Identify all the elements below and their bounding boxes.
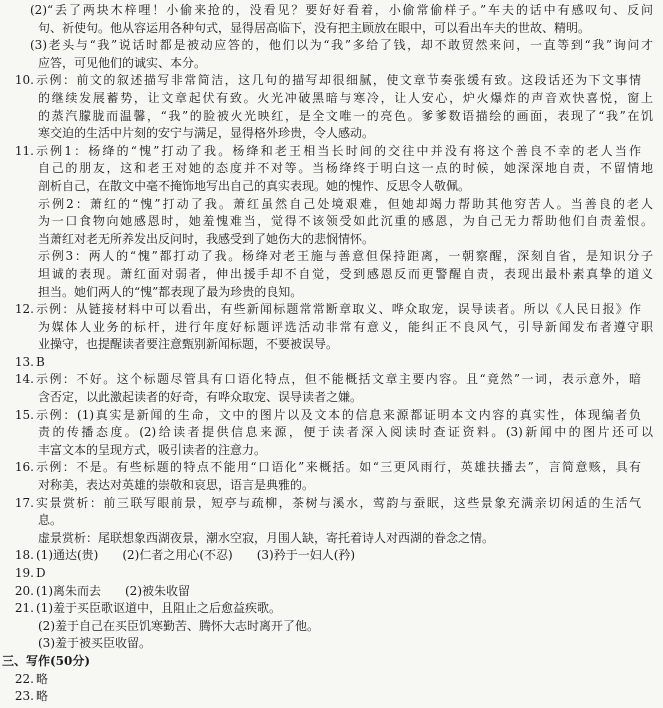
item-text: 示例1：杨绛的“愧”打动了我。杨绛和老王相当长时间的交往中并没有将这个善良不幸的老人当作 bbox=[36, 143, 641, 158]
answer-line bbox=[0, 477, 653, 495]
line-text: 剖析自己，在散文中毫不掩饰地写出自己的真实表现。她的愧怍、反思令人敬佩。 bbox=[38, 178, 471, 193]
item-text: 示例：从链接材料中可以看出，有些新闻标题常常断章取义、哗众取宠，误导读者。所以《人民日报》作 bbox=[36, 302, 641, 317]
answer-line bbox=[0, 284, 653, 302]
answer-line bbox=[0, 196, 653, 214]
item-text: 实景赏析：前三联写眼前景，短亭与疏柳，茶树与溪水，莺韵与蚕眠，这些景象充满亲切闲适的生活气 bbox=[36, 495, 641, 510]
item-text: (1)通达(贵) (2)仁者之用心(不忍) (3)矜于一妇人(矜) bbox=[36, 548, 356, 563]
item-number: 14. bbox=[14, 372, 34, 387]
line-text: 示例2：萧红的“愧”打动了我。萧红虽然自己处境艰难，但她却竭力帮助其他穷苦人。当善良的老人 bbox=[38, 196, 653, 211]
answer-line bbox=[0, 248, 653, 266]
item-number: 12. bbox=[14, 302, 34, 317]
answer-item bbox=[0, 407, 653, 425]
answer-line bbox=[0, 530, 653, 548]
line-text: 句、祈使句。他从容运用各种句式，显得居高临下，没有把主顾放在眼中，可以看出车夫的世故、精明。 bbox=[38, 20, 591, 35]
answer-line bbox=[0, 125, 653, 143]
item-number: 21. bbox=[14, 601, 34, 616]
item-number: 20. bbox=[14, 583, 34, 598]
item-number: 18. bbox=[14, 548, 34, 563]
answer-item bbox=[0, 143, 653, 161]
line-text: 对称美，表达对英雄的崇敬和哀思，语言是典雅的。 bbox=[38, 478, 315, 493]
line-text: 坦诚的表现。萧红面对弱者，伸出援手却不自觉，受到感恩反而更警醒自责，表现出最朴素真挚的道义 bbox=[38, 266, 653, 281]
answer-line bbox=[0, 319, 653, 337]
line-text: (3)羞于被买臣收留。 bbox=[38, 636, 151, 651]
answer-line bbox=[0, 160, 653, 178]
line-text: 担当。她们两人的“愧”都表现了最为珍贵的良知。 bbox=[38, 284, 303, 299]
line-text: 寒交迫的生活中片刻的安宁与满足，显得格外珍贵，令人感动。 bbox=[38, 126, 375, 141]
line-text: (2)“丢了两块木梓哩！小偷来抢的，没看见？要好好看着，小偷常偷样子。”车夫的话中有感叹句、反问 bbox=[30, 3, 653, 17]
answer-item bbox=[0, 565, 653, 583]
item-text: B bbox=[36, 354, 45, 369]
item-text: 略 bbox=[36, 689, 49, 704]
answer-line bbox=[0, 37, 653, 55]
answer-item bbox=[0, 301, 653, 319]
item-text: 示例：不好。这个标题尽管具有口语化特点，但不能概括文章主要内容。且“竟然”一词，表示意外，暗 bbox=[36, 372, 641, 387]
answer-item bbox=[0, 495, 653, 513]
item-text: (1)离朱而去 (2)被朱收留 bbox=[36, 583, 190, 598]
item-text: (1)羞于买臣歌讴道中，且阻止之后愈益疾歌。 bbox=[36, 601, 281, 616]
item-text: 示例：不是。有些标题的特点不能用“口语化”来概括。如“三更风雨行，英雄扶播去”，言简意赅，具有 bbox=[36, 460, 641, 475]
line-text: 业操守，也提醒读者要注意甄别新闻标题，不要被误导。 bbox=[38, 337, 339, 352]
item-number: 13. bbox=[14, 354, 34, 369]
answer-line bbox=[0, 2, 653, 20]
answer-line bbox=[0, 213, 653, 231]
line-text: 示例3：两人的“愧”都打动了我。杨绛对老王施与善意但保持距离，一朝察醒，深刻自省，是知识分子 bbox=[38, 249, 653, 264]
answer-item bbox=[0, 547, 653, 565]
answer-line bbox=[0, 90, 653, 108]
line-text: 三、写作(50分) bbox=[2, 653, 91, 668]
line-text: 含否定，以此激起读者的好奇，有哗众取宠、误导读者之嫌。 bbox=[38, 390, 363, 405]
line-text: 丰富文本的呈现方式，吸引读者的注意力。 bbox=[38, 442, 267, 457]
answer-item bbox=[0, 354, 653, 372]
line-text: 应答，可见他们的诚实、本分。 bbox=[38, 55, 207, 70]
line-text: 当萧红对老无所养发出反问时，我感受到了她伤大的悲悯情怀。 bbox=[38, 231, 375, 246]
answer-line bbox=[0, 389, 653, 407]
line-text: 虚景赏析：尾联想象西湖夜景，潮水空寂，月围人缺，寄托着诗人对西湖的眷念之情。 bbox=[38, 530, 495, 545]
item-number: 23. bbox=[14, 689, 34, 704]
answer-line bbox=[0, 635, 653, 653]
answer-line bbox=[0, 108, 653, 126]
line-text: (3)老头与“我”说话时都是被动应答的，他们以为“我”多给了钱，却不敢贸然来问，一直等到“我”询问才 bbox=[30, 38, 653, 53]
item-number: 22. bbox=[14, 671, 34, 686]
item-number: 16. bbox=[14, 460, 34, 475]
answer-item bbox=[0, 72, 653, 90]
item-number: 10. bbox=[14, 73, 34, 88]
item-text: 示例：(1)真实是新闻的生命，文中的图片以及文本的信息来源都证明本文内容的真实性，体现编者负 bbox=[36, 407, 641, 422]
section-heading bbox=[0, 653, 653, 671]
line-text: 的继续发展蓄势，让文章起伏有致。火光冲破黑暗与寒冷，让人安心，炉火爆炸的声音欢快喜悦，窗上 bbox=[38, 90, 653, 105]
item-number: 19. bbox=[14, 566, 34, 580]
answer-line bbox=[0, 20, 653, 38]
item-number: 15. bbox=[14, 407, 34, 422]
line-text: 为一口食物向她感恩时，她羞愧难当，觉得不该领受如此沉重的感恩，为自己无力帮助他们自责羞恨。 bbox=[38, 214, 653, 229]
item-text: D bbox=[36, 566, 46, 580]
answer-line bbox=[0, 55, 653, 73]
answer-item bbox=[0, 459, 653, 477]
answer-item bbox=[0, 600, 653, 618]
line-text: 自己的朋友，这和老王对她的态度并不对等。当杨绛终于明白这一点的时候，她深深地自责，不留情地 bbox=[38, 161, 653, 176]
answer-line bbox=[0, 231, 653, 249]
line-text: 为媒体人业务的标杆，进行年度好标题评选活动非常有意义，能纠正不良风气，引导新闻发布者遵守职 bbox=[38, 319, 653, 334]
answer-line bbox=[0, 618, 653, 636]
answer-line bbox=[0, 178, 653, 196]
answer-line bbox=[0, 424, 653, 442]
line-text: (2)羞于自己在买臣饥寒勤苦、腾怀大志时离开了他。 bbox=[38, 618, 320, 633]
answer-item bbox=[0, 671, 653, 689]
answer-item bbox=[0, 688, 653, 706]
answer-line bbox=[0, 512, 653, 530]
answer-line bbox=[0, 266, 653, 284]
answer-line bbox=[0, 336, 653, 354]
line-text: 的蒸汽朦胧而温馨，“我”的脸被火光映红，是全文唯一的亮色。爹爹数语描绘的画面，表现了“我”在饥 bbox=[38, 108, 653, 123]
item-number: 17. bbox=[14, 495, 34, 510]
answer-item bbox=[0, 583, 653, 601]
item-number: 11. bbox=[14, 143, 34, 158]
line-text: 息。 bbox=[38, 513, 63, 528]
answer-item bbox=[0, 371, 653, 389]
line-text: 责的传播态度。(2)给读者提供信息来源，便于读者深入阅读时查证资料。(3)新闻中的图片还可以 bbox=[38, 425, 653, 440]
item-text: 略 bbox=[36, 671, 49, 686]
answer-line bbox=[0, 442, 653, 460]
item-text: 示例：前文的叙述描写非常简洁，这几句的描写却很细腻，使文章节奏张缓有致。这段话还为下文事情 bbox=[36, 73, 641, 88]
